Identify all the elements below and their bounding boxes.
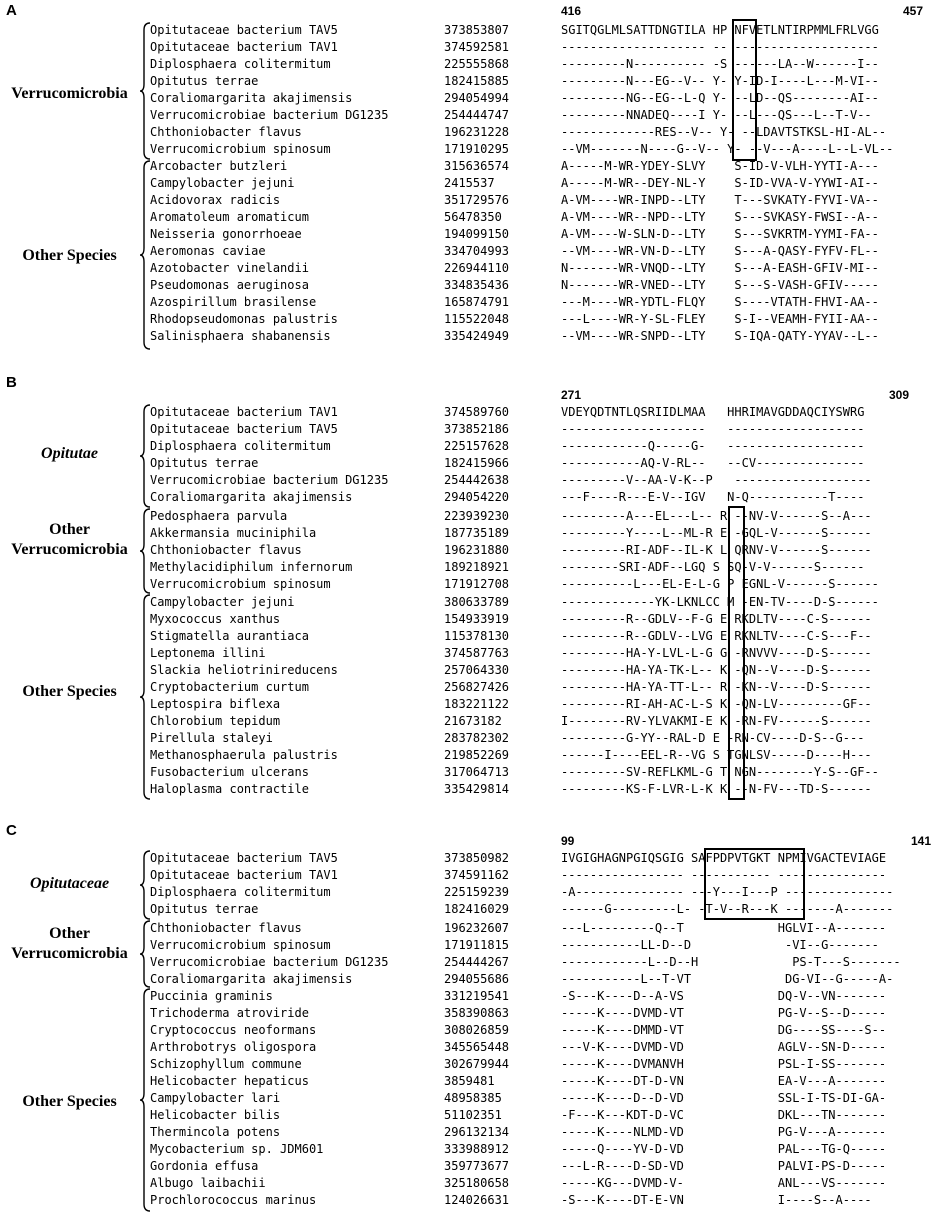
alignment-row: [0, 209, 945, 226]
panel-a: [0, 0, 945, 360]
alignment-row: [0, 696, 945, 713]
species-name: Leptospira biflexa: [150, 697, 281, 711]
species-name: Pseudomonas aeruginosa: [150, 278, 309, 292]
sequence: -----K----D--D-VD SSL-I-TS-DI-GA-: [561, 1091, 887, 1105]
gi-number: 56478350: [444, 210, 502, 224]
species-name: Coraliomargarita akajimensis: [150, 91, 353, 105]
species-name: Opitutus terrae: [150, 74, 259, 88]
gi-number: 374591162: [444, 868, 510, 882]
sequence: ---------N---EG--V-- Y- Y-ID-I----L---M-VI--: [561, 74, 879, 88]
sequence: ---------HA-Y-LVL-L-G G -RNVVV----D-S------: [561, 646, 872, 660]
gi-number: 2415537: [444, 176, 495, 190]
sequence: N-------WR-VNED--LTY S---S-VASH-GFIV-----: [561, 278, 879, 292]
gi-number: 257064330: [444, 663, 510, 677]
panel-b-pos-end: 309: [889, 388, 910, 402]
gi-number: 254442638: [444, 473, 510, 487]
alignment-row: [0, 764, 945, 781]
alignment-row: [0, 884, 945, 901]
species-name: Neisseria gonorrhoeae: [150, 227, 302, 241]
sequence: ---------R--GDLV--F-G E RKDLTV----C-S------: [561, 612, 872, 626]
sequence: A-----M-WR--DEY-NL-Y S-ID-VVA-V-YYWI-AI--: [561, 176, 879, 190]
group-label-other-species: Other Species: [22, 1093, 117, 1110]
sequence: ---------G-YY--RAL-D E -RN-CV----D-S--G---: [561, 731, 865, 745]
sequence: -----------AQ-V-RL-- --CV---------------: [561, 456, 865, 470]
group-label-verrucomicrobia: Verrucomicrobia: [11, 85, 128, 102]
panel-a-label: A: [6, 2, 17, 19]
gi-number: 183221122: [444, 697, 510, 711]
species-name: Chlorobium tepidum: [150, 714, 281, 728]
alignment-row: [0, 662, 945, 679]
group-label-other-species: Other Species: [22, 247, 117, 264]
gi-number: 196231228: [444, 125, 510, 139]
alignment-row: [0, 438, 945, 455]
species-name: Cryptococcus neoformans: [150, 1023, 317, 1037]
species-name: Verrucomicrobium spinosum: [150, 938, 331, 952]
alignment-row: [0, 542, 945, 559]
sequence: ---------V--AA-V-K--P -------------------: [561, 473, 872, 487]
alignment-row: [0, 141, 945, 158]
alignment-row: [0, 679, 945, 696]
gi-number: 226944110: [444, 261, 510, 275]
alignment-row: [0, 559, 945, 576]
gi-number: 373850982: [444, 851, 510, 865]
alignment-row: [0, 1022, 945, 1039]
species-name: Helicobacter bilis: [150, 1108, 281, 1122]
species-name: Methylacidiphilum infernorum: [150, 560, 353, 574]
alignment-row: [0, 39, 945, 56]
alignment-row: [0, 1107, 945, 1124]
species-name: Verrucomicrobium spinosum: [150, 142, 331, 156]
gi-number: 294054220: [444, 490, 510, 504]
group-label-other: Other: [49, 521, 90, 538]
alignment-row: [0, 260, 945, 277]
gi-number: 334835436: [444, 278, 510, 292]
gi-number: 345565448: [444, 1040, 510, 1054]
gi-number: 48958385: [444, 1091, 502, 1105]
alignment-row: [0, 628, 945, 645]
gi-number: 154933919: [444, 612, 510, 626]
sequence: ---L---------Q--T HGLVI--A-------: [561, 921, 887, 935]
species-name: Helicobacter hepaticus: [150, 1074, 309, 1088]
alignment-row: [0, 22, 945, 39]
sequence: ---------A---EL---L-- R --NV-V------S--A---: [561, 509, 872, 523]
alignment-row: [0, 988, 945, 1005]
sequence: -----------LL-D--D -VI--G-------: [561, 938, 879, 952]
alignment-row: [0, 867, 945, 884]
sequence: ---V-K----DVMD-VD AGLV--SN-D-----: [561, 1040, 887, 1054]
species-name: Chthoniobacter flavus: [150, 543, 302, 557]
alignment-row: [0, 226, 945, 243]
gi-number: 194099150: [444, 227, 510, 241]
alignment-row: [0, 954, 945, 971]
species-name: Aeromonas caviae: [150, 244, 266, 258]
alignment-row: [0, 455, 945, 472]
gi-number: 196231880: [444, 543, 510, 557]
gi-number: 115522048: [444, 312, 510, 326]
gi-number: 225555868: [444, 57, 510, 71]
gi-number: 171910295: [444, 142, 510, 156]
panel-a-pos-end: 457: [903, 4, 924, 18]
sequence: ------------L--D--H PS-T---S-------: [561, 955, 901, 969]
panel-c-pos-end: 141: [911, 834, 932, 848]
species-name: Fusobacterium ulcerans: [150, 765, 309, 779]
species-name: Akkermansia muciniphila: [150, 526, 317, 540]
group-label-other-species: Other Species: [22, 683, 117, 700]
gi-number: 374589760: [444, 405, 510, 419]
panel-c-pos-start: 99: [561, 834, 575, 848]
sequence: -S---K----D--A-VS DQ-V--VN-------: [561, 989, 887, 1003]
species-name: Stigmatella aurantiaca: [150, 629, 309, 643]
species-name: Cryptobacterium curtum: [150, 680, 309, 694]
species-name: Opitutaceae bacterium TAV1: [150, 40, 338, 54]
alignment-row: [0, 294, 945, 311]
sequence: A-VM----WR--NPD--LTY S---SVKASY-FWSI--A--: [561, 210, 879, 224]
sequence: ---------KS-F-LVR-L-K K --N-FV---TD-S------: [561, 782, 872, 796]
sequence: ---L-R----D-SD-VD PALVI-PS-D-----: [561, 1159, 887, 1173]
species-name: Acidovorax radicis: [150, 193, 281, 207]
alignment-row: [0, 192, 945, 209]
species-name: Slackia heliotrinireducens: [150, 663, 338, 677]
gi-number: 254444267: [444, 955, 510, 969]
species-name: Azotobacter vinelandii: [150, 261, 309, 275]
alignment-row: [0, 1141, 945, 1158]
alignment-row: [0, 1073, 945, 1090]
group-label-verrucomicrobia: Verrucomicrobia: [11, 541, 128, 558]
species-name: Methanosphaerula palustris: [150, 748, 338, 762]
gi-number: 333988912: [444, 1142, 510, 1156]
alignment-row: [0, 781, 945, 798]
alignment-row: [0, 594, 945, 611]
gi-number: 182415885: [444, 74, 510, 88]
species-name: Arcobacter butzleri: [150, 159, 288, 173]
sequence: ------------Q-----G- -------------------: [561, 439, 865, 453]
species-name: Opitutaceae bacterium TAV5: [150, 23, 338, 37]
gi-number: 254444747: [444, 108, 510, 122]
gi-number: 325180658: [444, 1176, 510, 1190]
sequence: ------I----EEL-R--VG S TGNLSV-----D----H---: [561, 748, 872, 762]
alignment-row: [0, 243, 945, 260]
sequence: --------SRI-ADF--LGQ S SQ-V-V------S------: [561, 560, 865, 574]
alignment-row: [0, 645, 945, 662]
alignment-row: [0, 971, 945, 988]
alignment-row: [0, 1005, 945, 1022]
alignment-row: [0, 1175, 945, 1192]
sequence: -----K----DT-D-VN EA-V---A-------: [561, 1074, 887, 1088]
gi-number: 334704993: [444, 244, 510, 258]
panel-a-pos-start: 416: [561, 4, 582, 18]
gi-number: 225157628: [444, 439, 510, 453]
panel-b-label: B: [6, 374, 17, 391]
alignment-row: [0, 107, 945, 124]
gi-number: 51102351: [444, 1108, 502, 1122]
species-name: Campylobacter lari: [150, 1091, 281, 1105]
gi-number: 331219541: [444, 989, 510, 1003]
panel-c-label: C: [6, 822, 17, 839]
species-name: Verrucomicrobiae bacterium DG1235: [150, 473, 389, 487]
alignment-row: [0, 920, 945, 937]
gi-number: 225159239: [444, 885, 510, 899]
gi-number: 373852186: [444, 422, 510, 436]
gi-number: 358390863: [444, 1006, 510, 1020]
species-name: Myxococcus xanthus: [150, 612, 281, 626]
sequence: --VM-------N----G--V-- Y- --V---A----L--L-VL--: [561, 142, 894, 156]
species-name: Puccinia graminis: [150, 989, 273, 1003]
species-name: Coraliomargarita akajimensis: [150, 972, 353, 986]
gi-number: 359773677: [444, 1159, 510, 1173]
alignment-row: [0, 90, 945, 107]
gi-number: 283782302: [444, 731, 510, 745]
sequence: ---------HA-YA-TK-L-- K -QN--V----D-S------: [561, 663, 872, 677]
gi-number: 223939230: [444, 509, 510, 523]
sequence: A-VM----W-SLN-D--LTY S---SVKRTM-YYMI-FA--: [561, 227, 879, 241]
species-name: Opitutaceae bacterium TAV1: [150, 868, 338, 882]
species-name: Prochlorococcus marinus: [150, 1193, 317, 1207]
sequence: -------------YK-LKNLCC M -EN-TV----D-S------: [561, 595, 879, 609]
gi-number: 171912708: [444, 577, 510, 591]
gi-number: 335424949: [444, 329, 510, 343]
sequence: -----Q----YV-D-VD PAL---TG-Q-----: [561, 1142, 887, 1156]
gi-number: 187735189: [444, 526, 510, 540]
alignment-row: [0, 277, 945, 294]
panel-b: [0, 372, 945, 812]
group-label-other: Other: [49, 925, 90, 942]
sequence: -------------RES--V-- Y- --LDAVTSTKSL-HI-AL--: [561, 125, 887, 139]
species-name: Thermincola potens: [150, 1125, 281, 1139]
sequence: -------------------- -------------------: [561, 422, 865, 436]
sequence: ---------R--GDLV--LVG E RKNLTV----C-S---F--: [561, 629, 872, 643]
alignment-row: [0, 1192, 945, 1209]
gi-number: 3859481: [444, 1074, 495, 1088]
species-name: Opitutaceae bacterium TAV1: [150, 405, 338, 419]
gi-number: 182415966: [444, 456, 510, 470]
gi-number: 165874791: [444, 295, 510, 309]
gi-number: 189218921: [444, 560, 510, 574]
sequence: ------G---------L- -T-V--R---K -------A-------: [561, 902, 894, 916]
species-name: Diplosphaera colitermitum: [150, 885, 331, 899]
species-name: Arthrobotrys oligospora: [150, 1040, 317, 1054]
group-label-opitutae: Opitutae: [41, 445, 98, 462]
species-name: Opitutus terrae: [150, 456, 259, 470]
sequence: ----------------- ----------- ---------------: [561, 868, 887, 882]
sequence: ---------N---------- -S ------LA--W------I--: [561, 57, 879, 71]
alignment-row: [0, 328, 945, 345]
sequence: I--------RV-YLVAKMI-E K -RN-FV------S------: [561, 714, 872, 728]
alignment-row: [0, 730, 945, 747]
sequence: IVGIGHAGNPGIQSGIG SAFPDPVTGKT NPMIVGACTEVIAGE: [561, 851, 887, 865]
gi-number: 351729576: [444, 193, 510, 207]
species-name: Opitutaceae bacterium TAV5: [150, 422, 338, 436]
species-name: Haloplasma contractile: [150, 782, 309, 796]
sequence: --VM----WR-VN-D--LTY S---A-QASY-FYFV-FL--: [561, 244, 879, 258]
gi-number: 308026859: [444, 1023, 510, 1037]
sequence: -----K----NLMD-VD PG-V---A-------: [561, 1125, 887, 1139]
species-name: Opitutus terrae: [150, 902, 259, 916]
sequence: A-----M-WR-YDEY-SLVY S-ID-V-VLH-YYTI-A---: [561, 159, 879, 173]
sequence: A-VM----WR-INPD--LTY T---SVKATY-FYVI-VA--: [561, 193, 879, 207]
alignment-row: [0, 508, 945, 525]
species-name: Chthoniobacter flavus: [150, 921, 302, 935]
species-name: Salinisphaera shabanensis: [150, 329, 331, 343]
alignment-row: [0, 1124, 945, 1141]
group-label-opitutaceae: Opitutaceae: [29, 875, 110, 892]
gi-number: 374592581: [444, 40, 510, 54]
sequence: VDEYQDTNTLQSRIIDLMAA HHRIMAVGDDAQCIYSWRG: [561, 405, 865, 419]
sequence: ---------HA-YA-TT-L-- R -KN--V----D-S------: [561, 680, 872, 694]
sequence: -S---K----DT-E-VN I----S--A----: [561, 1193, 872, 1207]
alignment-row: [0, 576, 945, 593]
gi-number: 171911815: [444, 938, 510, 952]
sequence: -----K----DVMD-VT PG-V--S--D-----: [561, 1006, 887, 1020]
species-name: Chthoniobacter flavus: [150, 125, 302, 139]
sequence: --VM----WR-SNPD--LTY S-IQA-QATY-YYAV--L--: [561, 329, 879, 343]
alignment-row: [0, 713, 945, 730]
alignment-row: [0, 311, 945, 328]
sequence: ---------SV-REFLKML-G T NGN--------Y-S--GF--: [561, 765, 879, 779]
gi-number: 115378130: [444, 629, 510, 643]
gi-number: 374587763: [444, 646, 510, 660]
alignment-row: [0, 404, 945, 421]
species-name: Verrucomicrobiae bacterium DG1235: [150, 955, 389, 969]
alignment-row: [0, 489, 945, 506]
alignment-row: [0, 901, 945, 918]
gi-number: 335429814: [444, 782, 510, 796]
alignment-row: [0, 175, 945, 192]
species-name: Pirellula staleyi: [150, 731, 273, 745]
species-name: Campylobacter jejuni: [150, 595, 295, 609]
sequence: -----K----DMMD-VT DG----SS----S--: [561, 1023, 887, 1037]
group-label-verrucomicrobia: Verrucomicrobia: [11, 945, 128, 962]
sequence: N-------WR-VNQD--LTY S---A-EASH-GFIV-MI--: [561, 261, 879, 275]
gi-number: 302679944: [444, 1057, 510, 1071]
sequence: ---F----R---E-V--IGV N-Q-----------T----: [561, 490, 865, 504]
species-name: Rhodopseudomonas palustris: [150, 312, 338, 326]
species-name: Albugo laibachii: [150, 1176, 266, 1190]
sequence: ---------Y----L--ML-R E -GQL-V------S------: [561, 526, 872, 540]
alignment-row: [0, 158, 945, 175]
alignment-row: [0, 73, 945, 90]
species-name: Schizophyllum commune: [150, 1057, 302, 1071]
species-name: Trichoderma atroviride: [150, 1006, 309, 1020]
species-name: Coraliomargarita akajimensis: [150, 490, 353, 504]
sequence: ---L----WR-Y-SL-FLEY S-I--VEAMH-FYII-AA--: [561, 312, 879, 326]
gi-number: 196232607: [444, 921, 510, 935]
sequence: -F---K---KDT-D-VC DKL---TN-------: [561, 1108, 887, 1122]
alignment-row: [0, 525, 945, 542]
alignment-row: [0, 1056, 945, 1073]
alignment-row: [0, 611, 945, 628]
alignment-row: [0, 1158, 945, 1175]
species-name: Leptonema illini: [150, 646, 266, 660]
alignment-row: [0, 421, 945, 438]
sequence: ---------NG--EG--L-Q Y- --LD--QS--------AI--: [561, 91, 879, 105]
species-name: Azospirillum brasilense: [150, 295, 317, 309]
sequence: ---------NNADEQ----I Y- --L---QS---L--T-V--: [561, 108, 872, 122]
sequence: -----K----DVMANVH PSL-I-SS-------: [561, 1057, 887, 1071]
alignment-row: [0, 850, 945, 867]
gi-number: 315636574: [444, 159, 510, 173]
gi-number: 219852269: [444, 748, 510, 762]
gi-number: 256827426: [444, 680, 510, 694]
panel-b-pos-start: 271: [561, 388, 582, 402]
gi-number: 21673182: [444, 714, 502, 728]
species-name: Diplosphaera colitermitum: [150, 439, 331, 453]
species-name: Gordonia effusa: [150, 1159, 259, 1173]
sequence: SGITQGLMLSATTDNGTILA HP NFVETLNTIRPMMLFRLVGG: [561, 23, 879, 37]
alignment-row: [0, 747, 945, 764]
gi-number: 380633789: [444, 595, 510, 609]
species-name: Diplosphaera colitermitum: [150, 57, 331, 71]
sequence: ----------L---EL-E-L-G P EGNL-V------S------: [561, 577, 879, 591]
alignment-row: [0, 472, 945, 489]
species-name: Pedosphaera parvula: [150, 509, 288, 523]
alignment-row: [0, 1039, 945, 1056]
species-name: Verrucomicrobium spinosum: [150, 577, 331, 591]
sequence: ---------RI-AH-AC-L-S K -QN-LV---------GF--: [561, 697, 872, 711]
gi-number: 296132134: [444, 1125, 510, 1139]
alignment-row: [0, 124, 945, 141]
alignment-row: [0, 937, 945, 954]
sequence: -A--------------- ---Y---I---P ---------------: [561, 885, 894, 899]
gi-number: 317064713: [444, 765, 510, 779]
gi-number: 182416029: [444, 902, 510, 916]
species-name: Mycobacterium sp. JDM601: [150, 1142, 324, 1156]
sequence: -------------------- -- --------------------: [561, 40, 879, 54]
sequence: -----------L--T-VT DG-VI--G-----A-: [561, 972, 894, 986]
sequence: ---M----WR-YDTL-FLQY S----VTATH-FHVI-AA--: [561, 295, 879, 309]
panel-c: [0, 818, 945, 1218]
alignment-row: [0, 56, 945, 73]
gi-number: 124026631: [444, 1193, 510, 1207]
species-name: Opitutaceae bacterium TAV5: [150, 851, 338, 865]
gi-number: 294054994: [444, 91, 510, 105]
species-name: Verrucomicrobiae bacterium DG1235: [150, 108, 389, 122]
sequence: ---------RI-ADF--IL-K L QRNV-V------S------: [561, 543, 872, 557]
gi-number: 294055686: [444, 972, 510, 986]
gi-number: 373853807: [444, 23, 510, 37]
species-name: Aromatoleum aromaticum: [150, 210, 309, 224]
alignment-row: [0, 1090, 945, 1107]
species-name: Campylobacter jejuni: [150, 176, 295, 190]
sequence: -----KG---DVMD-V- ANL---VS-------: [561, 1176, 887, 1190]
